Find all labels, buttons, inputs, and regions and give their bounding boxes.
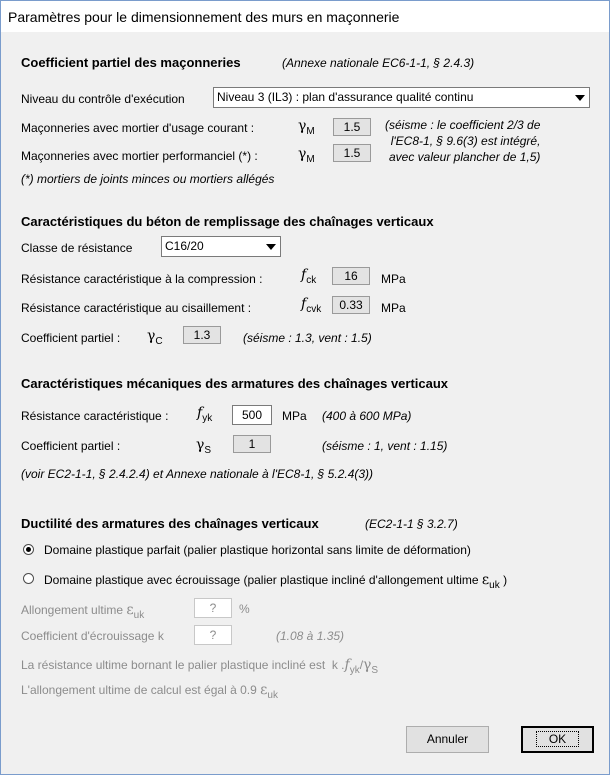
rebar-partial-coef-label: Coefficient partiel :	[21, 439, 121, 453]
gamma-s-note: (séisme : 1, vent : 1.15)	[322, 439, 448, 453]
section-ref-masonry: (Annexe nationale EC6-1-1, § 2.4.3)	[282, 56, 475, 70]
window-title: Paramètres pour le dimensionnement des murs en maçonnerie	[8, 9, 400, 25]
ok-button[interactable]: OK	[521, 726, 594, 753]
mortar-footnote: (*) mortiers de joints minces ou mortiers allégés	[21, 172, 275, 186]
fcvk-unit: MPa	[381, 301, 406, 315]
execution-level-value: Niveau 3 (IL3) : plan d'assurance qualité continu	[217, 90, 474, 104]
chevron-down-icon[interactable]	[571, 88, 589, 107]
ultimate-elongation-input[interactable]: ?	[194, 598, 232, 618]
rebar-strength-label: Résistance caractéristique :	[21, 409, 169, 423]
gamma-c-value: 1.3	[183, 326, 221, 344]
concrete-partial-coef-label: Coefficient partiel :	[21, 331, 121, 345]
design-elongation-text: L'allongement ultime de calcul est égal à 0.9 $\varepsilon_{uk}$	[21, 682, 278, 701]
hardening-coef-label: Coefficient d'écrouissage k	[21, 629, 164, 643]
section-title-rebar: Caractéristiques mécaniques des armatures des chaînages verticaux	[21, 376, 449, 391]
execution-level-label: Niveau du contrôle d'exécution	[21, 92, 185, 106]
gamma-m-standard-value: 1.5	[333, 118, 371, 136]
section-ref-ductility: (EC2-1-1 § 3.2.7)	[365, 517, 458, 531]
execution-level-select[interactable]	[213, 87, 590, 108]
cancel-button[interactable]: Annuler	[406, 726, 489, 753]
fyk-range-note: (400 à 600 MPa)	[322, 409, 412, 423]
radio-perfect-plastic[interactable]	[23, 544, 34, 555]
hardening-coef-range: (1.08 à 1.35)	[276, 629, 345, 643]
compression-strength-label: Résistance caractéristique à la compression :	[21, 272, 263, 286]
fyk-symbol: $f_{yk}$	[197, 405, 213, 424]
ultimate-elongation-unit: %	[239, 602, 250, 616]
gamma-s-value: 1	[233, 435, 271, 453]
fcvk-value: 0.33	[332, 296, 370, 314]
gamma-m-performance-value: 1.5	[333, 144, 371, 162]
section-title-masonry: Coefficient partiel des maçonneries	[21, 55, 241, 70]
section-title-ductility: Ductilité des armatures des chaînages verticaux	[21, 516, 319, 531]
standard-mortar-label: Maçonneries avec mortier d'usage courant :	[21, 121, 255, 135]
fck-value: 16	[332, 267, 370, 285]
radio-perfect-plastic-label[interactable]: Domaine plastique parfait (palier plastique horizontal sans limite de déformation)	[44, 543, 471, 557]
title-bar	[1, 1, 609, 32]
gamma-s-symbol: $\gamma_S$	[196, 437, 212, 456]
fck-symbol: $f_{ck}$	[301, 267, 317, 286]
gamma-c-symbol: $\gamma_C$	[147, 328, 163, 347]
chevron-down-icon[interactable]	[262, 237, 280, 256]
hardening-coef-input[interactable]: ?	[194, 625, 232, 645]
gamma-m-symbol-1: $\gamma_M$	[298, 118, 315, 137]
seismic-note: (séisme : le coefficient 2/3 de l'EC8-1, § 9.6(3) est intégré, avec valeur plancher de 1,5)	[385, 118, 541, 164]
gamma-c-note: (séisme : 1.3, vent : 1.5)	[243, 331, 372, 345]
shear-strength-label: Résistance caractéristique au cisaillement :	[21, 301, 252, 315]
fcvk-symbol: $f_{cvk}$	[301, 296, 322, 315]
strength-class-label: Classe de résistance	[21, 241, 133, 255]
strength-class-value: C16/20	[165, 239, 204, 253]
rebar-reference-note: (voir EC2-1-1, § 2.4.2.4) et Annexe nationale à l'EC8-1, § 5.2.4(3))	[21, 467, 374, 481]
fyk-unit: MPa	[282, 409, 307, 423]
ultimate-strength-text: La résistance ultime bornant le palier plastique incliné est k $.f_{yk}/\gamma_S$	[21, 657, 379, 676]
radio-hardening[interactable]	[23, 573, 34, 584]
ultimate-elongation-label: Allongement ultime $\varepsilon_{uk}$	[21, 602, 145, 621]
gamma-m-symbol-2: $\gamma_M$	[298, 146, 315, 165]
strength-class-select[interactable]	[161, 236, 281, 257]
radio-hardening-label[interactable]: Domaine plastique avec écrouissage (palier plastique incliné d'allongement ultime $\varepsilon_{uk}$ )	[44, 572, 508, 591]
performance-mortar-label: Maçonneries avec mortier performanciel (*) :	[21, 149, 258, 163]
fyk-input[interactable]: 500	[232, 405, 272, 425]
fck-unit: MPa	[381, 272, 406, 286]
section-title-concrete: Caractéristiques du béton de remplissage des chaînages verticaux	[21, 214, 434, 229]
